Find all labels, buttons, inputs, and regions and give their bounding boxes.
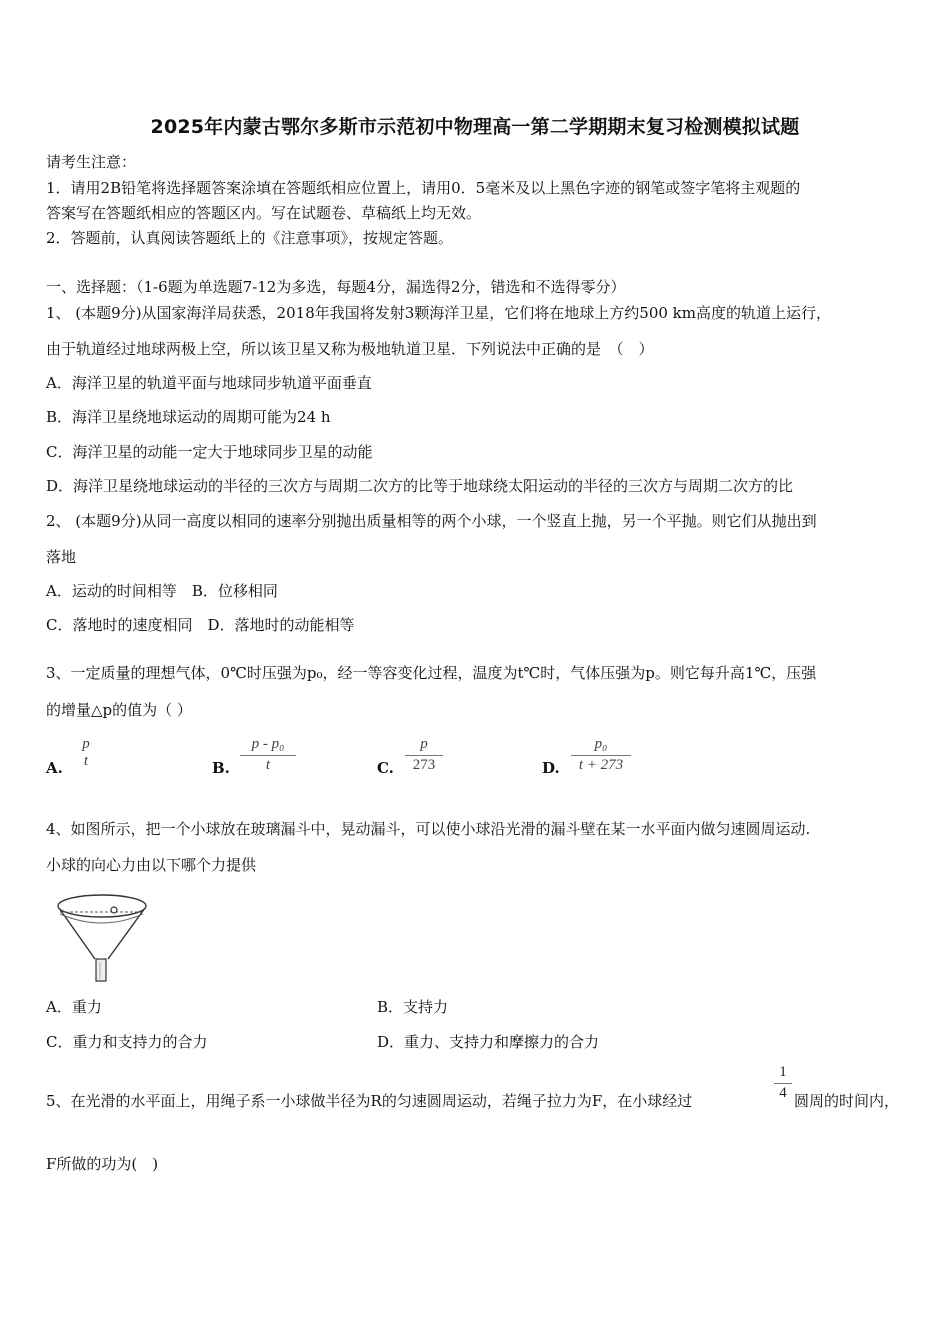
q4-option-c: C．重力和支持力的合力 [46,1033,208,1051]
fraction-denominator: t [83,753,89,769]
q1-option-a: A．海洋卫星的轨道平面与地球同步轨道平面垂直 [46,374,372,392]
q3-option-a-label: A. [46,759,63,777]
q1-stem-line2: 由于轨道经过地球两极上空，所以该卫星又称为极地轨道卫星．下列说法中正确的是 （ ） [46,340,654,358]
notice-heading: 请考生注意： [46,153,137,171]
fraction-numerator: p [420,736,428,752]
fraction-bar [405,755,443,756]
fraction-numerator: p - p₀ [251,736,285,752]
q2-stem-line2: 落地 [46,548,77,566]
fraction-bar [571,755,631,756]
q5-stem-line2: F所做的功为( ) [46,1155,159,1173]
q3-option-b-label: B. [212,759,230,777]
q3-stem-line1: 3、一定质量的理想气体，0℃时压强为p₀，经一等容变化过程，温度为t℃时，气体压强为p。则它每升高1℃，压强 [46,664,817,682]
page-title: 2025年内蒙古鄂尔多斯市示范初中物理高一第二学期期末复习检测模拟试题 [150,116,800,138]
q4-option-d: D．重力、支持力和摩擦力的合力 [377,1033,600,1051]
fraction-denominator: t [265,757,271,773]
notice-line1b: 答案写在答题纸相应的答题区内。写在试题卷、草稿纸上均无效。 [46,204,482,222]
q5-stem-part2: 圆周的时间内， [794,1092,900,1110]
fraction-numerator: p₀ [594,736,608,752]
q3-option-b-fraction [240,736,296,774]
q1-option-d: D．海洋卫星绕地球运动的半径的三次方与周期二次方的比等于地球绕太阳运动的半径的三次方与周期二次方的比 [46,477,794,495]
fraction-denominator: t + 273 [578,757,624,773]
funnel-figure [56,884,156,984]
fraction-bar [240,755,296,756]
fraction-denominator: 273 [412,757,436,773]
fraction-denominator: 4 [779,1085,787,1101]
q1-option-c: C．海洋卫星的动能一定大于地球同步卫星的动能 [46,443,373,461]
fraction-bar [774,1083,792,1084]
q2-options-ab: A．运动的时间相等 B．位移相同 [46,582,278,600]
q5-stem-part1: 5、在光滑的水平面上，用绳子系一小球做半径为R的匀速圆周运动，若绳子拉力为F，在小球经过 [46,1092,693,1110]
q3-option-c-label: C. [377,759,394,777]
notice-line2: 2．答题前，认真阅读答题纸上的《注意事项》，按规定答题。 [46,229,454,247]
q4-option-a: A．重力 [46,998,102,1016]
q1-stem-line1: 1、 (本题9分)从国家海洋局获悉，2018年我国将发射3颗海洋卫星，它们将在地球上方约500 km高度的轨道上运行， [46,304,831,322]
q2-options-cd: C．落地时的速度相同 D．落地时的动能相等 [46,616,355,634]
section-heading: 一、选择题：（1-6题为单选题7-12为多选，每题4分，漏选得2分，错选和不选得零分） [46,278,626,296]
q4-stem-line1: 4、如图所示，把一个小球放在玻璃漏斗中，晃动漏斗，可以使小球沿光滑的漏斗壁在某一水平面内做匀速圆周运动. [46,820,811,838]
q3-option-c-fraction [405,736,443,774]
fraction-numerator: p [82,736,90,752]
fraction-numerator: 1 [779,1064,787,1080]
q3-stem-line2: 的增量△p的值为（ ） [46,701,192,719]
q5-quarter-fraction [774,1064,792,1102]
q4-option-b: B．支持力 [377,998,449,1016]
q3-option-d-fraction [571,736,631,774]
notice-line1: 1．请用2B铅笔将选择题答案涂填在答题纸相应位置上，请用0．5毫米及以上黑色字迹的钢笔或签字笔将主观题的 [46,179,801,197]
q2-stem-line1: 2、 (本题9分)从同一高度以相同的速率分别抛出质量相等的两个小球，一个竖直上抛，另一个平抛。则它们从抛出到 [46,512,817,530]
q3-option-a-fraction [76,736,96,770]
q3-option-d-label: D. [542,759,560,777]
q4-stem-line2: 小球的向心力由以下哪个力提供 [46,856,257,874]
q1-option-b: B．海洋卫星绕地球运动的周期可能为24 h [46,408,331,426]
